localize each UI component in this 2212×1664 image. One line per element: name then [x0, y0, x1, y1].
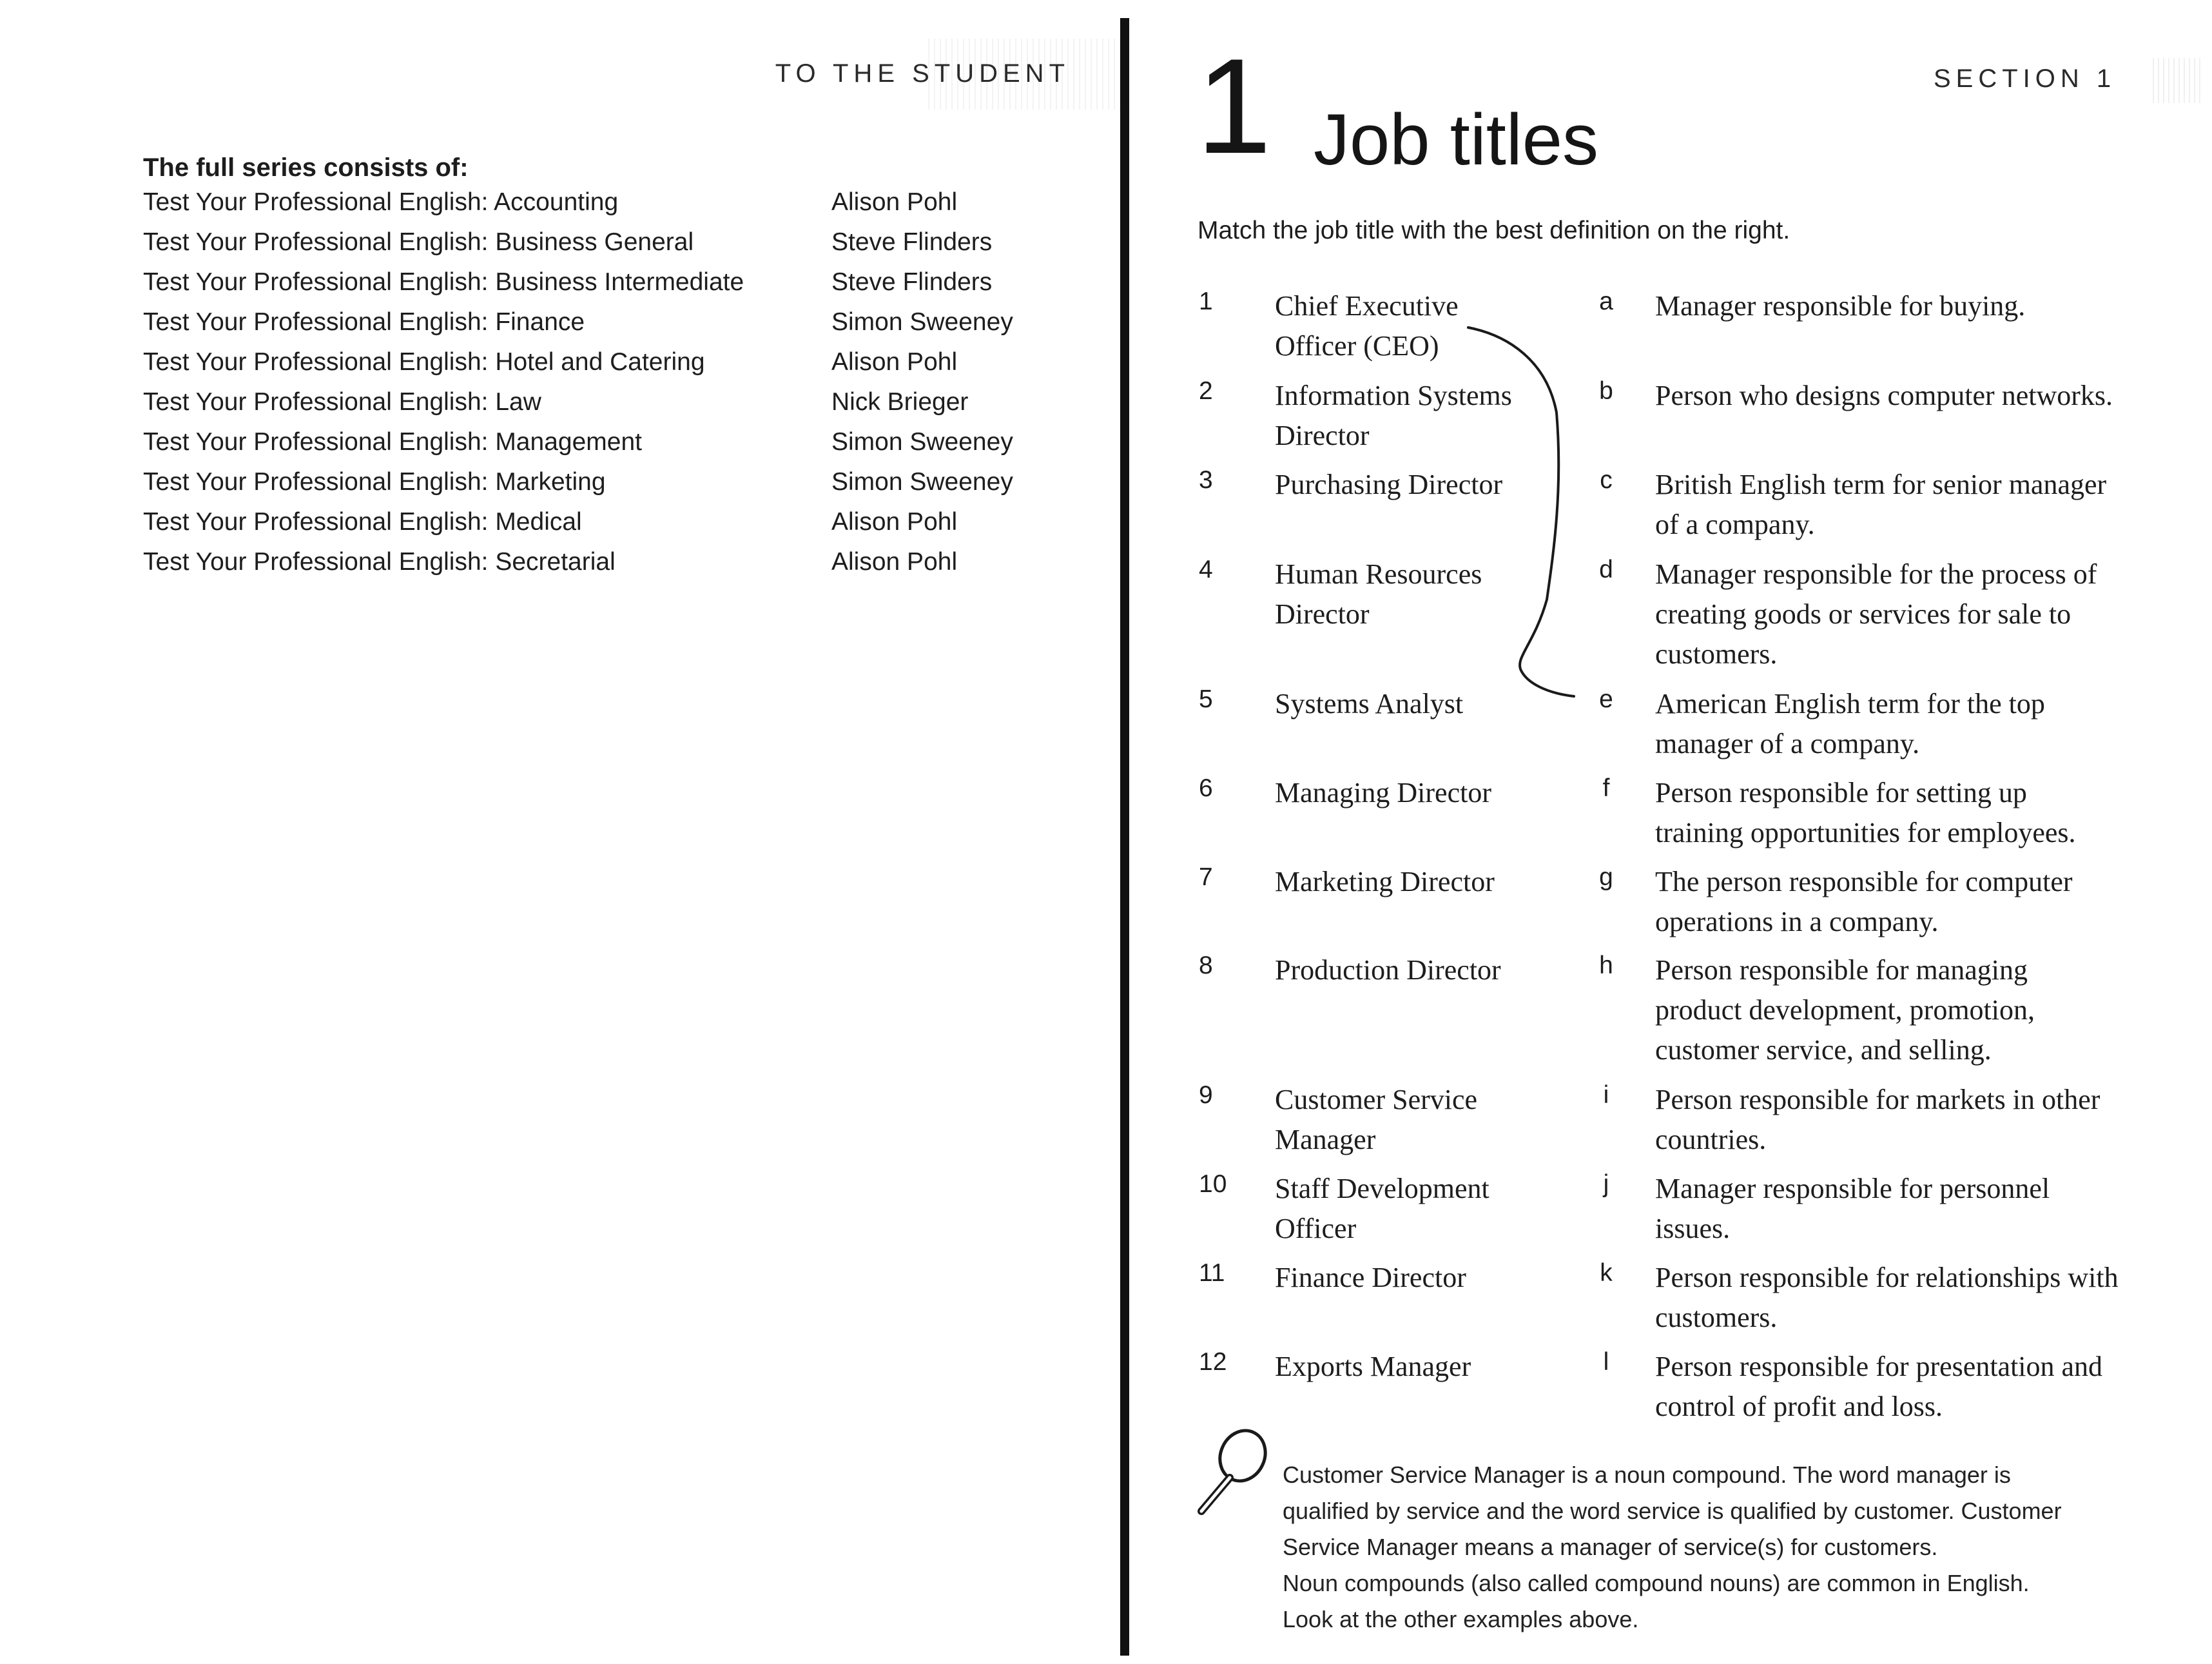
series-heading: The full series consists of: [143, 153, 469, 182]
definition-letter: h [1599, 952, 1613, 979]
definition: Person responsible for setting up training opportunities for employees. [1655, 777, 2076, 848]
job-title: Finance Director [1275, 1262, 1466, 1293]
series-title: Test Your Professional English: Business General [143, 228, 694, 256]
magnifying-glass-icon [1190, 1425, 1274, 1522]
series-author: Steve Flinders [831, 228, 993, 256]
item-number: 4 [1199, 556, 1213, 583]
series-title: Test Your Professional English: Marketing [143, 468, 606, 496]
section-number: 1 [1196, 30, 1272, 182]
definition: Manager responsible for buying. [1655, 290, 2026, 322]
section-title: Job titles [1314, 99, 1598, 180]
series-row [143, 428, 1110, 468]
instruction: Match the job title with the best definition on the right. [1198, 217, 1790, 244]
definition: Person responsible for presentation and control of profit and loss. [1655, 1351, 2103, 1422]
series-author: Nick Brieger [831, 388, 969, 416]
series-row [143, 468, 1110, 508]
series-row [143, 548, 1110, 588]
series-author: Alison Pohl [831, 548, 958, 576]
tip-line: Customer Service Manager is a noun compound. The word manager is [1283, 1462, 2011, 1488]
page-header-right: SECTION 1 [1934, 64, 2117, 93]
series-author: Simon Sweeney [831, 468, 1013, 496]
definition-letter: l [1603, 1348, 1609, 1376]
item-number: 1 [1199, 288, 1213, 315]
job-title: Human Resources Director [1275, 558, 1482, 630]
series-title: Test Your Professional English: Finance [143, 308, 585, 336]
item-number: 7 [1199, 863, 1213, 891]
definition: Person responsible for managing product development, promotion, customer service, and selling. [1655, 954, 2035, 1066]
item-number: 8 [1199, 952, 1213, 979]
tip-line: Look at the other examples above. [1283, 1606, 1639, 1632]
series-row [143, 308, 1110, 348]
item-number: 12 [1199, 1348, 1227, 1376]
tip-line: Noun compounds (also called compound nouns) are common in English. [1283, 1570, 2030, 1596]
series-author: Alison Pohl [831, 188, 958, 216]
series-row [143, 388, 1110, 428]
tip-line: qualified by service and the word service is qualified by customer. Customer [1283, 1498, 2062, 1524]
definition: Person responsible for markets in other countries. [1655, 1084, 2100, 1155]
series-row [143, 188, 1110, 228]
book-spine [1120, 18, 1129, 1656]
page-header-left: TO THE STUDENT [775, 59, 1070, 88]
series-title: Test Your Professional English: Management [143, 428, 642, 456]
series-title: Test Your Professional English: Business Intermediate [143, 268, 744, 296]
definition-letter: b [1599, 377, 1613, 405]
definition-letter: k [1600, 1259, 1613, 1287]
series-row [143, 228, 1110, 268]
definition: Manager responsible for the process of creating goods or services for sale to customers. [1655, 558, 2097, 670]
definition-letter: j [1603, 1170, 1609, 1198]
item-number: 9 [1199, 1081, 1213, 1109]
item-number: 5 [1199, 685, 1213, 713]
series-author: Alison Pohl [831, 348, 958, 376]
series-row [143, 508, 1110, 548]
series-author: Simon Sweeney [831, 308, 1013, 336]
series-title: Test Your Professional English: Accounting [143, 188, 619, 216]
job-title: Customer Service Manager [1275, 1084, 1478, 1155]
series-author: Alison Pohl [831, 508, 958, 536]
scan-speckle [2153, 58, 2204, 103]
definition: Person who designs computer networks. [1655, 380, 2113, 411]
job-title: Chief Executive Officer (CEO) [1275, 290, 1459, 362]
item-number: 3 [1199, 466, 1213, 494]
job-title: Production Director [1275, 954, 1501, 986]
definition-letter: a [1599, 288, 1613, 315]
definition-letter: d [1599, 556, 1613, 583]
definition: The person responsible for computer operations in a company. [1655, 866, 2073, 937]
job-title: Systems Analyst [1275, 688, 1464, 719]
tip-line: Service Manager means a manager of service(s) for customers. [1283, 1534, 1938, 1560]
definition: Manager responsible for personnel issues. [1655, 1173, 2050, 1244]
definition-letter: i [1603, 1081, 1609, 1109]
series-author: Steve Flinders [831, 268, 993, 296]
series-row [143, 268, 1110, 308]
tip-note [1283, 1457, 2120, 1638]
item-number: 2 [1199, 377, 1213, 405]
job-title: Staff Development Officer [1275, 1173, 1489, 1244]
definition-letter: g [1599, 863, 1613, 891]
series-row [143, 348, 1110, 388]
item-number: 11 [1199, 1259, 1225, 1287]
definition-letter: e [1599, 685, 1613, 713]
definition-letter: c [1600, 466, 1613, 494]
job-title: Marketing Director [1275, 866, 1495, 897]
series-title: Test Your Professional English: Hotel and Catering [143, 348, 705, 376]
job-title: Exports Manager [1275, 1351, 1471, 1382]
job-title: Information Systems Director [1275, 380, 1512, 451]
series-title: Test Your Professional English: Secretarial [143, 548, 616, 576]
series-title: Test Your Professional English: Medical [143, 508, 582, 536]
definition: Person responsible for relationships with customers. [1655, 1262, 2119, 1333]
item-number: 10 [1199, 1170, 1227, 1198]
definition: British English term for senior manager of a company. [1655, 469, 2107, 540]
definition-letter: f [1602, 774, 1610, 802]
item-number: 6 [1199, 774, 1213, 802]
job-title: Managing Director [1275, 777, 1491, 808]
definition: American English term for the top manager of a company. [1655, 688, 2045, 759]
series-title: Test Your Professional English: Law [143, 388, 541, 416]
series-author: Simon Sweeney [831, 428, 1013, 456]
job-title: Purchasing Director [1275, 469, 1503, 500]
